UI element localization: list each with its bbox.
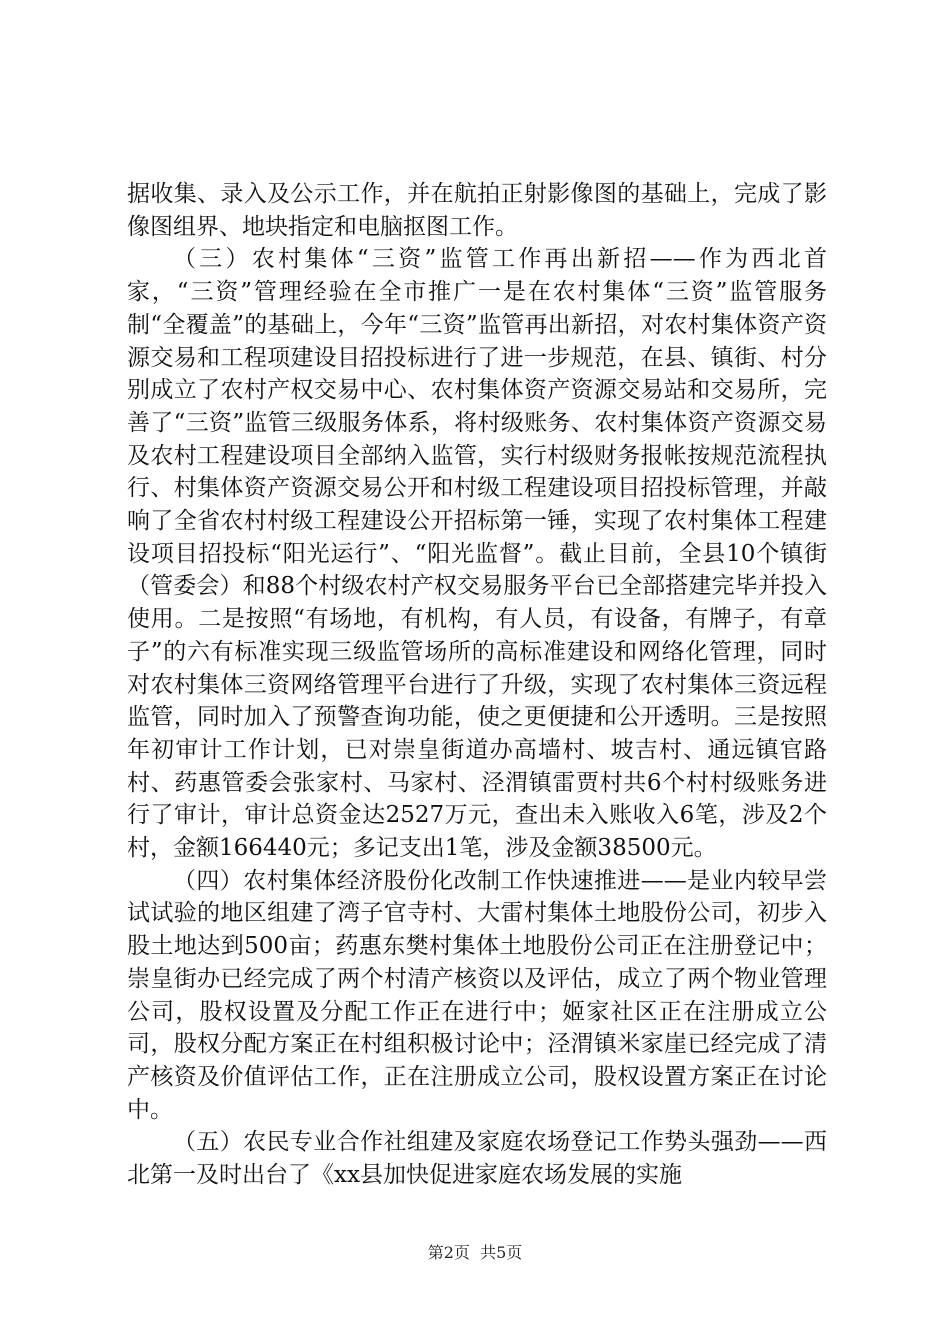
paragraph-continuation: 据收集、录入及公示工作，并在航拍正射影像图的基础上，完成了影像图组界、地块指定和电脑抠图工作。 xyxy=(127,181,827,240)
page-total: 共5页 xyxy=(480,1243,523,1262)
page-number: 第2页 xyxy=(427,1243,470,1262)
paragraph-shareholding-reform: （四）农村集体经济股份化改制工作快速推进——是业内较早尝试试验的地区组建了湾子官寺村、大雷村集体土地股份公司，初步入股土地达到500亩；药惠东樊村集体土地股份公司正在注册登记中；崇皇街办已经完成了两个村清产核资以及评估，成立了两个物业管理公司，股权设置及分配工作正在进行中；姬家社区正在注册成立公司，股权分配方案正在村组积极讨论中；泾渭镇米家崖已经完成了清产核资及价值评估工作，正在注册成立公司，股权设置方案正在讨论中。 xyxy=(127,867,827,1123)
paragraph-three-assets-supervision: （三）农村集体“三资”监管工作再出新招——作为西北首家，“三资”管理经验在全市推广一是在农村集体“三资”监管服务制“全覆盖”的基础上，今年“三资”监管再出新招，对农村集体资产资源交易和工程项建设目招投标进行了进一步规范，在县、镇街、村分别成立了农村产权交易中心、农村集体资产资源交易站和交易所，完善了“三资”监管三级服务体系，将村级账务、农村集体资产资源交易及农村工程建设项目全部纳入监管，实行村级财务报帐按规范流程执行、村集体资产资源交易公开和村级工程建设项目招投标管理，并敲响了全省农村村级工程建设公开招标第一锤，实现了农村集体工程建设项目招投标“阳光运行”、“阳光监督”。截止目前，全县10个镇街（管委会）和88个村级农村产权交易服务平台已全部搭建完毕并投入使用。二是按照“有场地，有机构，有人员，有设备，有牌子，有章子”的六有标准实现三级监管场所的高标准建设和网络化管理，同时对农村集体三资网络管理平台进行了升级，实现了农村集体三资远程监管，同时加入了预警查询功能，使之更便捷和公开透明。三是按照年初审计工作计划，已对崇皇街道办高墙村、坡吉村、通远镇官路村、药惠管委会张家村、马家村、泾渭镇雷贾村共6个村村级账务进行了审计，审计总资金达2527万元，查出未入账收入6笔，涉及2个村，金额166440元；多记支出1笔，涉及金额38500元。 xyxy=(127,246,827,862)
footer-separator xyxy=(470,1243,480,1262)
page-footer xyxy=(0,1240,950,1263)
paragraph-cooperatives-family-farms: （五）农民专业合作社组建及家庭农场登记工作势头强劲——西北第一及时出台了《xx县加快促进家庭农场发展的实施 xyxy=(127,1129,827,1189)
document-body xyxy=(127,178,827,1192)
